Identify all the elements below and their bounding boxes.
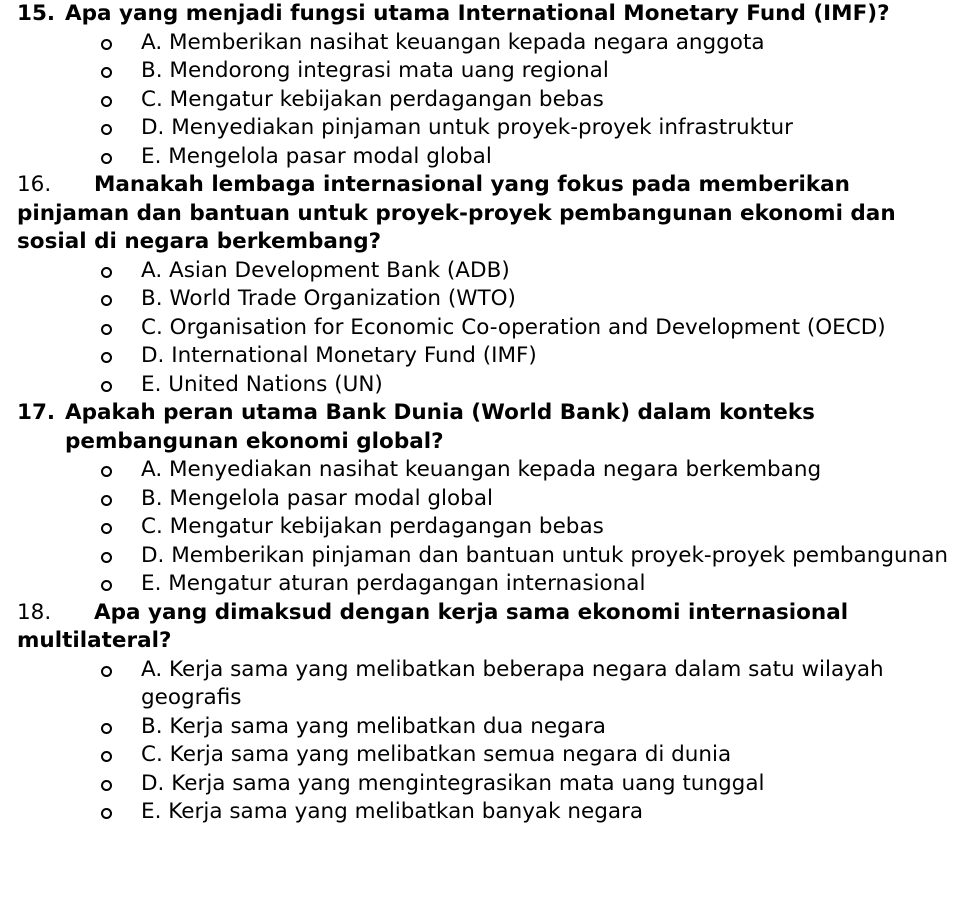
question-number: 18. (17, 599, 52, 625)
option-item[interactable] (0, 342, 976, 371)
option-list (0, 257, 976, 400)
bullet-icon (101, 39, 112, 50)
option-item[interactable] (0, 257, 976, 286)
question-number: 16. (17, 172, 52, 197)
option-label: A. Asian Development Bank (ADB) (141, 257, 510, 283)
bullet-icon (101, 666, 112, 677)
option-item[interactable] (0, 456, 976, 485)
option-item[interactable] (0, 713, 976, 742)
option-item[interactable] (0, 741, 976, 770)
question-number: 15. (17, 1, 56, 26)
question-header (0, 0, 976, 29)
option-label: A. Kerja sama yang melibatkan beberapa negara dalam satu wilayah geografis (141, 656, 884, 710)
option-label: E. Kerja sama yang melibatkan banyak negara (141, 799, 644, 824)
option-label: B. World Trade Organization (WTO) (141, 286, 516, 311)
option-item[interactable] (0, 29, 976, 58)
option-label: A. Menyediakan nasihat keuangan kepada negara berkembang (141, 457, 822, 482)
question-header (0, 399, 976, 456)
option-label: C. Kerja sama yang melibatkan semua negara di dunia (141, 742, 732, 767)
option-item[interactable] (0, 371, 976, 400)
option-label: E. Mengatur aturan perdagangan internasional (141, 571, 646, 596)
option-item[interactable] (0, 542, 976, 571)
bullet-icon (101, 96, 112, 107)
question-18 (0, 599, 976, 827)
option-label: B. Mendorong integrasi mata uang regional (141, 58, 609, 83)
option-label: B. Kerja sama yang melibatkan dua negara (141, 713, 606, 739)
option-item[interactable] (0, 57, 976, 86)
option-list (0, 29, 976, 172)
option-label: D. Menyediakan pinjaman untuk proyek-proyek infrastruktur (141, 115, 794, 140)
bullet-icon (101, 552, 112, 563)
option-item[interactable] (0, 513, 976, 542)
question-text: Apa yang menjadi fungsi utama International Monetary Fund (IMF)? (65, 1, 890, 26)
bullet-icon (101, 324, 112, 335)
bullet-icon (101, 295, 112, 306)
bullet-icon (101, 751, 112, 762)
bullet-icon (101, 466, 112, 477)
bullet-icon (101, 723, 112, 734)
option-item[interactable] (0, 114, 976, 143)
option-label: C. Mengatur kebijakan perdagangan bebas (141, 514, 604, 539)
option-label: D. Kerja sama yang mengintegrasikan mata uang tunggal (141, 770, 765, 796)
option-label: E. Mengelola pasar modal global (141, 143, 492, 169)
option-label: C. Organisation for Economic Co-operation and Development (OECD) (141, 314, 886, 340)
option-item[interactable] (0, 656, 976, 713)
bullet-icon (101, 267, 112, 278)
option-item[interactable] (0, 798, 976, 827)
bullet-icon (101, 67, 112, 78)
option-label: A. Memberikan nasihat keuangan kepada negara anggota (141, 29, 765, 55)
question-header (0, 171, 976, 257)
question-17 (0, 399, 976, 599)
bullet-icon (101, 381, 112, 392)
bullet-icon (101, 153, 112, 164)
option-label: D. International Monetary Fund (IMF) (141, 343, 537, 368)
bullet-icon (101, 808, 112, 819)
option-label: D. Memberikan pinjaman dan bantuan untuk proyek-proyek pembangunan (141, 542, 949, 568)
bullet-icon (101, 495, 112, 506)
question-header (0, 599, 976, 656)
question-16 (0, 171, 976, 399)
option-list (0, 456, 976, 599)
option-list (0, 656, 976, 827)
option-item[interactable] (0, 86, 976, 115)
option-label: E. United Nations (UN) (141, 371, 383, 397)
question-text: Manakah lembaga internasional yang fokus pada memberikan pinjaman dan bantuan untuk proyek-proyek pembangunan ekonomi dan sosial di negara berkembang? (17, 172, 896, 254)
bullet-icon (101, 352, 112, 363)
option-item[interactable] (0, 770, 976, 799)
option-item[interactable] (0, 485, 976, 514)
option-item[interactable] (0, 143, 976, 172)
option-item[interactable] (0, 570, 976, 599)
question-text: Apa yang dimaksud dengan kerja sama ekonomi internasional multilateral? (17, 599, 849, 653)
question-15 (0, 0, 976, 171)
option-label: C. Mengatur kebijakan perdagangan bebas (141, 86, 604, 112)
bullet-icon (101, 580, 112, 591)
option-item[interactable] (0, 285, 976, 314)
question-number: 17. (17, 400, 56, 425)
question-text: Apakah peran utama Bank Dunia (World Bank) dalam konteks pembangunan ekonomi global? (65, 400, 815, 454)
bullet-icon (101, 124, 112, 135)
bullet-icon (101, 523, 112, 534)
option-item[interactable] (0, 314, 976, 343)
option-label: B. Mengelola pasar modal global (141, 485, 493, 511)
bullet-icon (101, 780, 112, 791)
